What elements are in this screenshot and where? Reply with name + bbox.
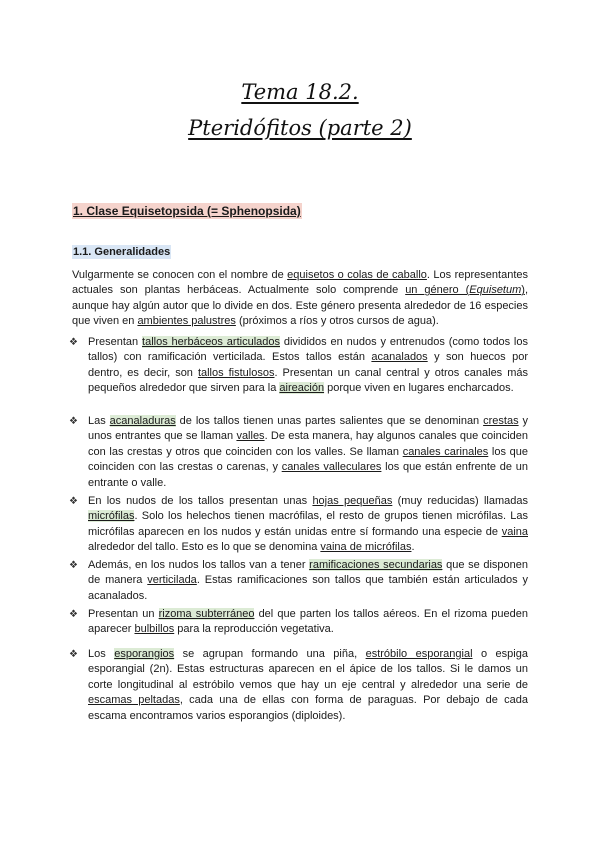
list-item: ❖ Las acanaladuras de los tallos tienen unas partes salientes que se denominan crestas y unos entrantes que se llaman valles. De esta manera, hay algunos canales que coinciden con las crestas y otros que coinciden con los valles. Se llaman canales carinales los que coinciden con las crestas o carenas, y canales valleculares los que están enfrente de un entrante o valle. — [69, 415, 529, 489]
section-heading: 1. Clase Equisetopsida (= Sphenopsida) — [73, 204, 301, 218]
diamond-bullet-icon: ❖ — [69, 649, 78, 660]
list-item: ❖ Presentan tallos herbáceos articulados divididos en nudos y entrenudos (como todos los tallos) con ramificación verticilada. Estos tallos están acanalados y son huecos por dentro, es decir, son tallos fistulosos. Presentan un canal central y otros canales más pequeños alrededor que sirven para la aireación porque viven en lugares encharcados. — [69, 336, 528, 395]
document-title-line2: Pteridófitos (parte 2) — [188, 116, 412, 140]
list-item: ❖ Presentan un rizoma subterráneo del que parten los tallos aéreos. En el rizoma pueden aparecer bulbillos para la reproducción vegetativa. — [69, 608, 528, 636]
diamond-bullet-icon: ❖ — [69, 609, 78, 620]
list-item: ❖ Además, en los nudos los tallos van a tener ramificaciones secundarias que se disponen de manera verticilada. Estas ramificaciones son tallos que también están articulados y acanalados. — [69, 559, 528, 602]
subsection-heading: 1.1. Generalidades — [73, 246, 171, 258]
diamond-bullet-icon: ❖ — [69, 337, 78, 348]
diamond-bullet-icon: ❖ — [69, 416, 78, 427]
intro-paragraph: Vulgarmente se conocen con el nombre de equisetos o colas de caballo. Los representantes actuales son plantas herbáceas. Actualmente solo comprende un género (Equisetum), aunque hay algún autor que lo divide en dos. Este género presenta alrededor de 16 especies que viven en ambientes palustres (próximos a ríos y otros cursos de agua). — [72, 269, 529, 328]
list-item: ❖ Los esporangios se agrupan formando una piña, estróbilo esporangial o espiga esporangial (2n). Estas estructuras aparecen en el ápice de los tallos. Si le damos un corte longitudinal al estróbilo vemos que hay un eje central y alrededor una serie de escamas peltadas, cada una de ellas con forma de paraguas. Por debajo de cada escama encontramos varios esporangios (diploides). — [69, 648, 528, 722]
diamond-bullet-icon: ❖ — [69, 496, 78, 507]
document-title-line1: Tema 18.2. — [241, 80, 359, 104]
list-item: ❖ En los nudos de los tallos presentan unas hojas pequeñas (muy reducidas) llamadas micrófilas. Solo los helechos tienen macrófilas, el resto de grupos tienen micrófilas. Las micrófilas aparecen en los nudos y están unidas entre sí formando una especie de vaina alrededor del tallo. Esto es lo que se denomina vaina de micrófilas. — [69, 495, 528, 554]
diamond-bullet-icon: ❖ — [69, 560, 78, 571]
